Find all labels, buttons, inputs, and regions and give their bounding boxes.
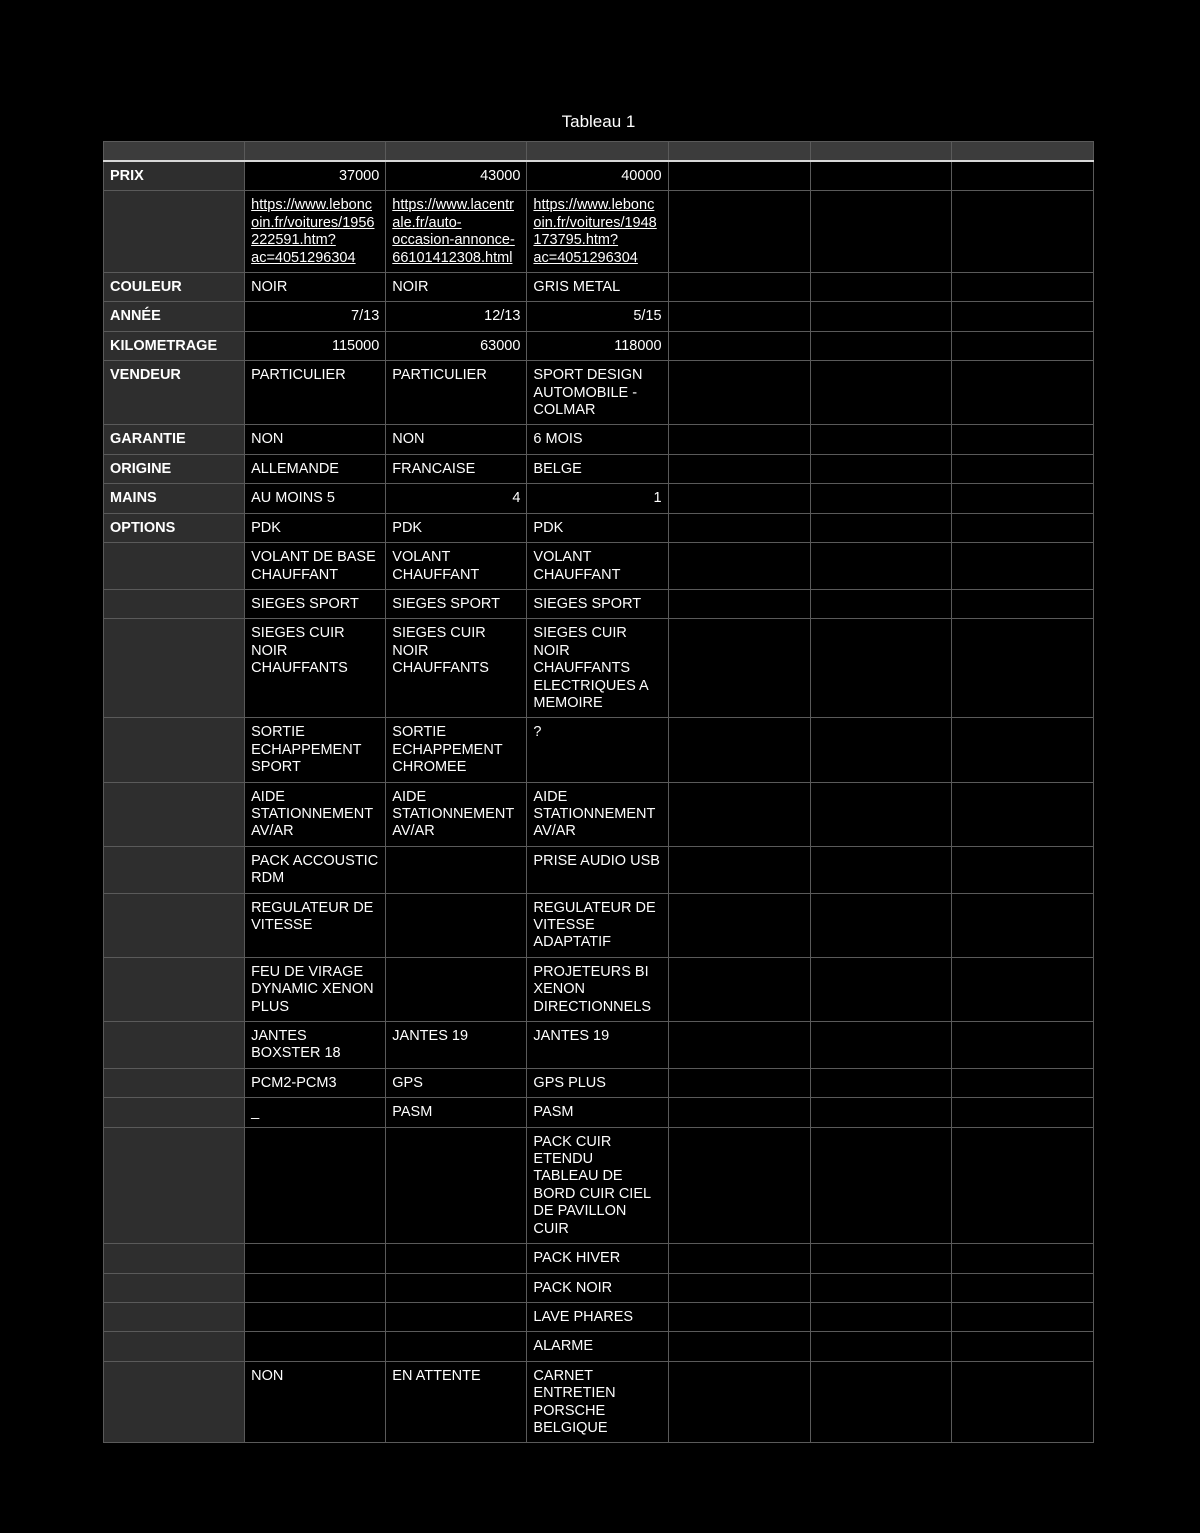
table-cell (386, 1244, 527, 1273)
table-cell (951, 1127, 1093, 1243)
table-cell: 12/13 (386, 302, 527, 331)
table-cell (951, 846, 1093, 893)
table-cell: JANTES 19 (527, 1022, 668, 1069)
table-cell (668, 1361, 810, 1443)
row-label (104, 1022, 245, 1069)
table-cell: SORTIE ECHAPPEMENT SPORT (245, 718, 386, 782)
table-cell (668, 513, 810, 542)
table-row (104, 1332, 1094, 1361)
table-cell: PDK (527, 513, 668, 542)
table-cell: PRISE AUDIO USB (527, 846, 668, 893)
table-cell: 40000 (527, 161, 668, 191)
table-cell (245, 1302, 386, 1331)
table-cell (668, 1273, 810, 1302)
table-cell (810, 1022, 951, 1069)
row-label: GARANTIE (104, 425, 245, 454)
row-label (104, 1068, 245, 1097)
table-cell (668, 1098, 810, 1127)
table-cell (810, 484, 951, 513)
table-cell: PASM (527, 1098, 668, 1127)
header-cell (668, 142, 810, 162)
table-cell: SIEGES SPORT (245, 589, 386, 618)
table-cell (386, 1273, 527, 1302)
table-cell (810, 425, 951, 454)
row-label (104, 589, 245, 618)
table-cell (810, 331, 951, 360)
table-row (104, 273, 1094, 302)
table-cell: GPS PLUS (527, 1068, 668, 1097)
table-cell (951, 1332, 1093, 1361)
table-cell: PDK (386, 513, 527, 542)
table-cell: NON (386, 425, 527, 454)
table-row (104, 161, 1094, 191)
table-cell (386, 1332, 527, 1361)
table-cell (951, 302, 1093, 331)
row-label: COULEUR (104, 273, 245, 302)
table-row (104, 1127, 1094, 1243)
table-cell: 7/13 (245, 302, 386, 331)
table-cell (810, 782, 951, 846)
header-cell (527, 142, 668, 162)
table-cell (668, 893, 810, 957)
table-cell (668, 1244, 810, 1273)
listing-link[interactable]: https://www.leboncoin.fr/voitures/1956222591.htm?ac=4051296304 (251, 197, 375, 266)
table-cell: SIEGES SPORT (527, 589, 668, 618)
table-row (104, 1098, 1094, 1127)
table-cell (245, 1244, 386, 1273)
row-label (104, 1332, 245, 1361)
table-cell (668, 589, 810, 618)
table-cell (668, 543, 810, 590)
table-cell: PDK (245, 513, 386, 542)
table-row (104, 718, 1094, 782)
table-cell: AIDE STATIONNEMENT AV/AR (527, 782, 668, 846)
row-label (104, 1273, 245, 1302)
row-label (104, 543, 245, 590)
table-row (104, 454, 1094, 483)
table-cell (668, 1127, 810, 1243)
table-cell: PCM2-PCM3 (245, 1068, 386, 1097)
table-cell (951, 484, 1093, 513)
table-cell (951, 619, 1093, 718)
table-cell (668, 1302, 810, 1331)
table-title: Tableau 1 (561, 112, 636, 131)
table-cell: JANTES 19 (386, 1022, 527, 1069)
table-row (104, 191, 1094, 273)
row-label (104, 1244, 245, 1273)
table-cell: PACK ACCOUSTIC RDM (245, 846, 386, 893)
table-row (104, 619, 1094, 718)
table-cell (951, 331, 1093, 360)
table-body (104, 142, 1094, 1443)
table-cell: ALARME (527, 1332, 668, 1361)
table-cell: PROJETEURS BI XENON DIRECTIONNELS (527, 957, 668, 1021)
table-cell (951, 893, 1093, 957)
table-cell (668, 1068, 810, 1097)
table-cell: 6 MOIS (527, 425, 668, 454)
table-cell (810, 543, 951, 590)
table-cell (386, 1127, 527, 1243)
table-row (104, 331, 1094, 360)
table-row (104, 1273, 1094, 1302)
table-cell (951, 513, 1093, 542)
table-cell (810, 1332, 951, 1361)
table-cell: GPS (386, 1068, 527, 1097)
row-label: ANNÉE (104, 302, 245, 331)
table-cell (951, 1098, 1093, 1127)
table-cell (951, 589, 1093, 618)
table-row (104, 361, 1094, 425)
table-cell (951, 1361, 1093, 1443)
row-label: OPTIONS (104, 513, 245, 542)
table-cell (668, 957, 810, 1021)
table-row (104, 1302, 1094, 1331)
table-cell (810, 161, 951, 191)
table-cell: ? (527, 718, 668, 782)
table-cell: FRANCAISE (386, 454, 527, 483)
table-cell: REGULATEUR DE VITESSE (245, 893, 386, 957)
table-cell (951, 361, 1093, 425)
table-cell (951, 425, 1093, 454)
header-cell (104, 142, 245, 162)
table-cell (951, 782, 1093, 846)
table-cell (951, 1302, 1093, 1331)
table-cell (668, 718, 810, 782)
table-cell (951, 1244, 1093, 1273)
table-cell (810, 513, 951, 542)
header-cell (386, 142, 527, 162)
table-row (104, 782, 1094, 846)
table-cell (810, 273, 951, 302)
table-cell: VOLANT DE BASE CHAUFFANT (245, 543, 386, 590)
comparison-table (103, 141, 1094, 1443)
table-cell (245, 1127, 386, 1243)
row-label (104, 893, 245, 957)
row-label (104, 782, 245, 846)
table-cell (810, 1361, 951, 1443)
table-cell: SIEGES SPORT (386, 589, 527, 618)
table-cell: AU MOINS 5 (245, 484, 386, 513)
table-cell: PACK NOIR (527, 1273, 668, 1302)
table-cell (810, 1302, 951, 1331)
header-cell (951, 142, 1093, 162)
table-row (104, 1361, 1094, 1443)
table-cell: 63000 (386, 331, 527, 360)
table-cell: PARTICULIER (245, 361, 386, 425)
table-cell (810, 957, 951, 1021)
row-label: ORIGINE (104, 454, 245, 483)
row-label (104, 619, 245, 718)
table-cell (386, 957, 527, 1021)
table-cell: SIEGES CUIR NOIR CHAUFFANTS (386, 619, 527, 718)
table-cell: EN ATTENTE (386, 1361, 527, 1443)
table-row (104, 302, 1094, 331)
table-cell (810, 589, 951, 618)
table-cell: FEU DE VIRAGE DYNAMIC XENON PLUS (245, 957, 386, 1021)
table-cell (810, 1068, 951, 1097)
table-cell (951, 1068, 1093, 1097)
table-cell (951, 191, 1093, 273)
table-cell (668, 191, 810, 273)
table-cell: CARNET ENTRETIEN PORSCHE BELGIQUE (527, 1361, 668, 1443)
table-cell (810, 454, 951, 483)
table-cell (810, 1127, 951, 1243)
table-cell (810, 302, 951, 331)
table-row (104, 543, 1094, 590)
table-row (104, 846, 1094, 893)
table-cell: PASM (386, 1098, 527, 1127)
row-label: PRIX (104, 161, 245, 191)
table-cell: BELGE (527, 454, 668, 483)
table-cell: SORTIE ECHAPPEMENT CHROMEE (386, 718, 527, 782)
row-label: KILOMETRAGE (104, 331, 245, 360)
table-cell (386, 191, 527, 273)
table-cell: 37000 (245, 161, 386, 191)
table-cell: NON (245, 425, 386, 454)
table-cell: LAVE PHARES (527, 1302, 668, 1331)
table-cell: 43000 (386, 161, 527, 191)
table-row (104, 513, 1094, 542)
table-cell (951, 1273, 1093, 1302)
table-cell: VOLANT CHAUFFANT (386, 543, 527, 590)
table-row (104, 893, 1094, 957)
row-label (104, 1127, 245, 1243)
table-cell: SPORT DESIGN AUTOMOBILE - COLMAR (527, 361, 668, 425)
table-cell: PACK CUIR ETENDU TABLEAU DE BORD CUIR CIEL DE PAVILLON CUIR (527, 1127, 668, 1243)
header-cell (245, 142, 386, 162)
table-cell (951, 161, 1093, 191)
row-label (104, 1361, 245, 1443)
table-cell (810, 1244, 951, 1273)
table-cell (810, 619, 951, 718)
table-cell (810, 893, 951, 957)
table-cell: NOIR (245, 273, 386, 302)
table-cell (668, 484, 810, 513)
table-cell (810, 361, 951, 425)
table-cell (386, 893, 527, 957)
table-cell (951, 1022, 1093, 1069)
row-label (104, 1098, 245, 1127)
table-cell: SIEGES CUIR NOIR CHAUFFANTS ELECTRIQUES A MEMOIRE (527, 619, 668, 718)
table-cell: 1 (527, 484, 668, 513)
table-cell (668, 331, 810, 360)
table-cell (810, 1098, 951, 1127)
table-cell (668, 1022, 810, 1069)
table-row (104, 484, 1094, 513)
table-cell (951, 543, 1093, 590)
table-cell (951, 957, 1093, 1021)
table-cell: VOLANT CHAUFFANT (527, 543, 668, 590)
listing-link[interactable]: https://www.lacentrale.fr/auto-occasion-annonce-66101412308.html (392, 197, 515, 266)
table-cell (668, 1332, 810, 1361)
table-cell: _ (245, 1098, 386, 1127)
header-cell (810, 142, 951, 162)
table-cell: NON (245, 1361, 386, 1443)
table-cell: PACK HIVER (527, 1244, 668, 1273)
table-cell: 4 (386, 484, 527, 513)
row-label: VENDEUR (104, 361, 245, 425)
table-cell: 5/15 (527, 302, 668, 331)
table-cell (951, 273, 1093, 302)
listing-link[interactable]: https://www.leboncoin.fr/voitures/1948173795.htm?ac=4051296304 (533, 197, 657, 266)
table-row (104, 589, 1094, 618)
table-cell (668, 302, 810, 331)
table-cell: AIDE STATIONNEMENT AV/AR (386, 782, 527, 846)
row-label (104, 957, 245, 1021)
row-label (104, 1302, 245, 1331)
row-label (104, 846, 245, 893)
table-row (104, 425, 1094, 454)
table-cell (810, 191, 951, 273)
table-cell (668, 273, 810, 302)
table-cell (810, 718, 951, 782)
table-cell: JANTES BOXSTER 18 (245, 1022, 386, 1069)
table-cell (527, 191, 668, 273)
header-row (104, 142, 1094, 162)
table-cell (668, 619, 810, 718)
table-cell (668, 454, 810, 483)
table-cell: SIEGES CUIR NOIR CHAUFFANTS (245, 619, 386, 718)
table-row (104, 1022, 1094, 1069)
table-cell: PARTICULIER (386, 361, 527, 425)
table-cell: 115000 (245, 331, 386, 360)
table-cell (810, 846, 951, 893)
table-cell (245, 191, 386, 273)
table-cell: REGULATEUR DE VITESSE ADAPTATIF (527, 893, 668, 957)
row-label: MAINS (104, 484, 245, 513)
table-cell: NOIR (386, 273, 527, 302)
table-cell: ALLEMANDE (245, 454, 386, 483)
table-cell (245, 1332, 386, 1361)
table-cell (245, 1273, 386, 1302)
row-label (104, 718, 245, 782)
table-cell: 118000 (527, 331, 668, 360)
table-cell (668, 846, 810, 893)
table-cell (951, 454, 1093, 483)
table-row (104, 1068, 1094, 1097)
table-cell (668, 425, 810, 454)
table-cell (668, 161, 810, 191)
table-row (104, 1244, 1094, 1273)
table-cell (951, 718, 1093, 782)
table-row (104, 957, 1094, 1021)
table-cell: AIDE STATIONNEMENT AV/AR (245, 782, 386, 846)
table-cell (668, 361, 810, 425)
row-label (104, 191, 245, 273)
table-cell (810, 1273, 951, 1302)
table-cell: GRIS METAL (527, 273, 668, 302)
table-cell (668, 782, 810, 846)
table-cell (386, 1302, 527, 1331)
table-cell (386, 846, 527, 893)
